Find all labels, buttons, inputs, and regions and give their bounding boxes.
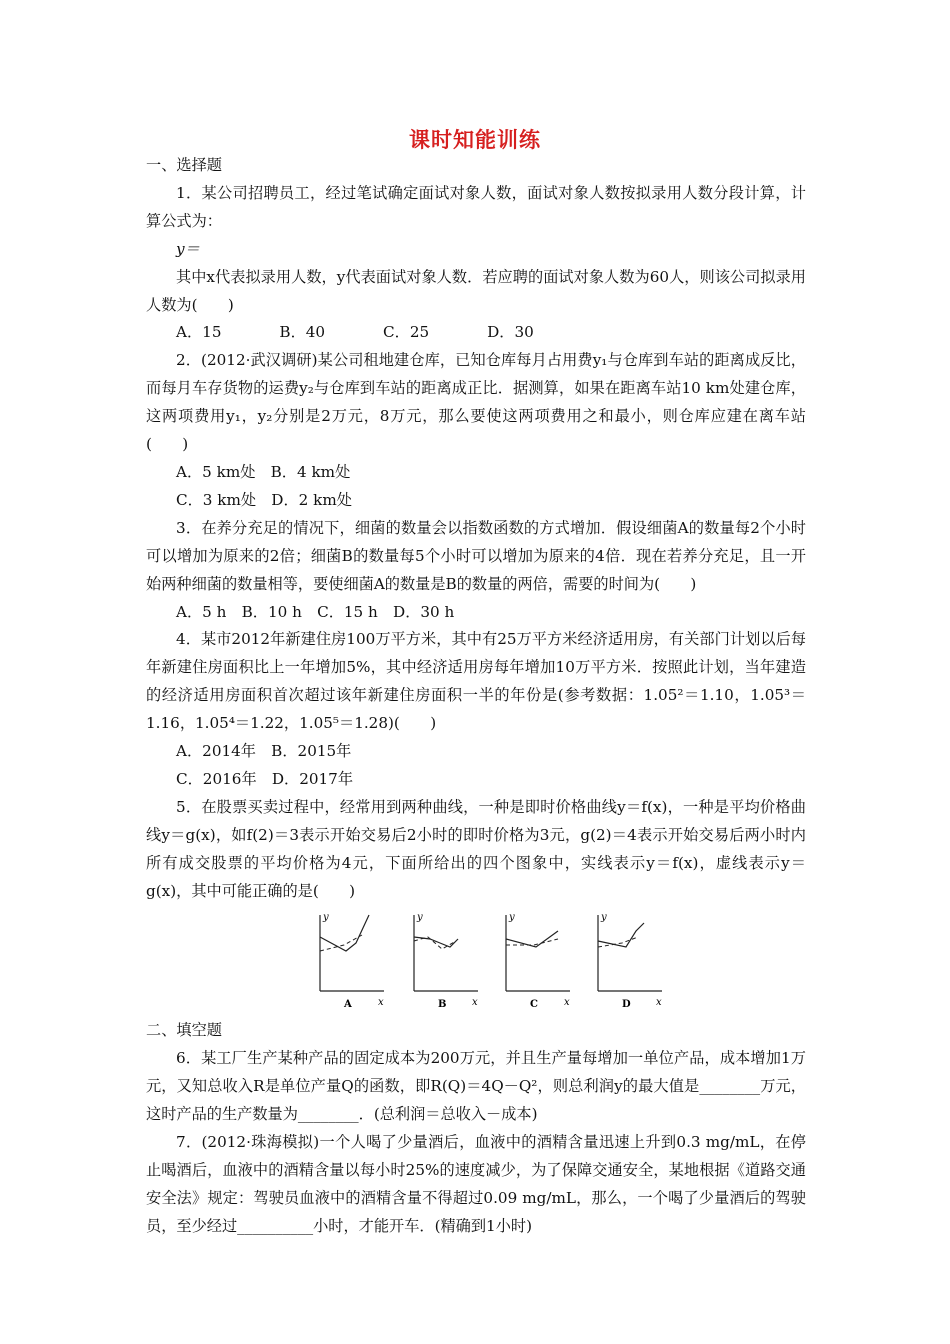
graph-b [414, 912, 478, 1009]
question-5-graphs [146, 905, 806, 1017]
graph-b-y-label: y [417, 912, 423, 924]
question-2-text: 2．(2012·武汉调研)某公司租地建仓库，已知仓库每月占用费y₁与仓库到车站的距离成反比，而每月车存货物的运费y₂与仓库到车站的距离成正比．据测算，如果在距离车站10 km处建仓库，这两项费用y₁，y₂分别是2万元，8万元，那么要使这两项费用之和最小，则仓库应建在离车站( ) [146, 351, 806, 454]
question-3-options: A．5 h B．10 h C．15 h D．30 h [176, 602, 455, 621]
question-1-formula: y＝ [176, 239, 200, 258]
graph-a-y-label: y [323, 912, 329, 924]
graph-d [598, 912, 662, 1009]
graph-c-y-label: y [509, 912, 515, 924]
graph-b-x-label: x [472, 997, 478, 1009]
page-title: 课时知能训练 [409, 128, 541, 152]
graph-a [320, 912, 384, 1009]
question-1-options: A．15 B．40 C．25 D．30 [176, 323, 534, 342]
question-1-text-cont: 其中x代表拟录用人数，y代表面试对象人数．若应聘的面试对象人数为60人，则该公司拟录用人数为( ) [146, 267, 806, 314]
stock-curve-figures [314, 909, 664, 1009]
graph-a-x-label: x [378, 997, 384, 1009]
graph-d-label: D [622, 999, 631, 1010]
graph-d-x-label: x [656, 997, 662, 1009]
section-heading-fill: 二、填空题 [146, 1021, 222, 1040]
question-5-text: 5．在股票买卖过程中，经常用到两种曲线，一种是即时价格曲线y＝f(x)，一种是平均价格曲线y＝g(x)，如f(2)＝3表示开始交易后2小时的即时价格为3元，g(2)＝4表示开始交易后两小时内所有成交股票的平均价格为4元，下面所给出的四个图象中，实线表示y＝f(x)，虚线表示y＝g(x)，其中可能正确的是( ) [146, 797, 806, 900]
question-2-options-row1: A．5 km处 B．4 km处 [176, 462, 351, 481]
graph-a-label: A [344, 999, 352, 1010]
graph-c-label: C [530, 999, 538, 1010]
question-4-options-row1: A．2014年 B．2015年 [176, 742, 352, 761]
question-3-text: 3．在养分充足的情况下，细菌的数量会以指数函数的方式增加．假设细菌A的数量每2个小时可以增加为原来的2倍；细菌B的数量每5个小时可以增加为原来的4倍．现在若养分充足，且一开始两种细菌的数量相等，要使细菌A的数量是B的数量的两倍，需要的时间为( ) [146, 518, 806, 593]
graph-b-label: B [438, 999, 447, 1010]
question-1-text: 1．某公司招聘员工，经过笔试确定面试对象人数，面试对象人数按拟录用人数分段计算，计算公式为： [146, 183, 806, 230]
graph-c-x-label: x [564, 997, 570, 1009]
section-heading-choice: 一、选择题 [146, 156, 222, 174]
question-4-text: 4．某市2012年新建住房100万平方米，其中有25万平方米经济适用房，有关部门计划以后每年新建住房面积比上一年增加5%，其中经济适用房每年增加10万平方米．按照此计划，当年建造的经济适用房面积首次超过该年新建住房面积一半的年份是(参考数据：1.05²＝1.10，1.05³＝1.16，1.05⁴＝1.22，1.05⁵＝1.28)( ) [146, 630, 806, 733]
exercise-content [146, 152, 806, 1241]
question-7-text: 7．(2012·珠海模拟)一个人喝了少量酒后，血液中的酒精含量迅速上升到0.3 mg/mL，在停止喝酒后，血液中的酒精含量以每小时25%的速度减少，为了保障交通安全，某地根据《道路交通安全法》规定：驾驶员血液中的酒精含量不得超过0.09 mg/mL，那么，一个喝了少量酒后的驾驶员，至少经过__________小时，才能开车．(精确到1小时) [146, 1133, 806, 1235]
question-6-text: 6．某工厂生产某种产品的固定成本为200万元，并且生产量每增加一单位产品，成本增加1万元，又知总收入R是单位产量Q的函数，即R(Q)＝4Q－Q²，则总利润y的最大值是________万元，这时产品的生产数量为________．(总利润＝总收入－成本) [146, 1049, 806, 1124]
graph-d-y-label: y [601, 912, 607, 924]
question-4-options-row2: C．2016年 D．2017年 [176, 769, 354, 788]
question-2-options-row2: C．3 km处 D．2 km处 [176, 490, 352, 509]
graph-c [506, 912, 570, 1009]
